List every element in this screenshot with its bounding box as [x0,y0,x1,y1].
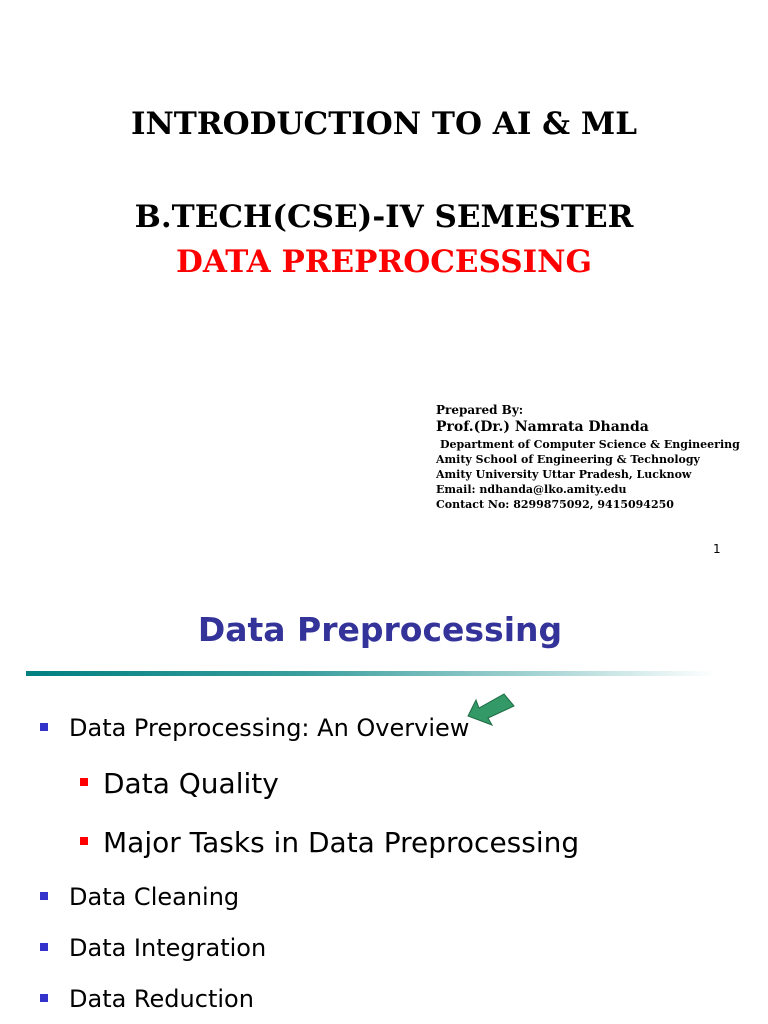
bullet-square-icon [40,723,48,731]
author-school: Amity School of Engineering & Technology [436,453,700,466]
topic-title: DATA PREPROCESSING [176,244,592,280]
author-contact: Contact No: 8299875092, 9415094250 [436,498,674,511]
bullet-text: Data Cleaning [69,883,240,911]
author-email: Email: ndhanda@lko.amity.edu [436,483,627,496]
bullet-text: Data Preprocessing: An Overview [69,714,470,742]
bullet-square-icon [40,994,48,1002]
bullet-square-icon [40,892,48,900]
author-university: Amity University Uttar Pradesh, Lucknow [436,468,692,481]
semester-title: B.TECH(CSE)-IV SEMESTER [134,199,634,235]
bullet-text: Data Quality [103,767,279,800]
bullet-square-icon [80,778,88,786]
bullet-square-icon [80,837,88,845]
author-department: Department of Computer Science & Engineering [440,438,740,451]
content-slide [0,580,768,1024]
bullet-text: Data Integration [69,934,267,962]
prepared-by-label: Prepared By: [436,403,524,417]
course-title: INTRODUCTION TO AI & ML [130,106,638,142]
page-number: 1 [713,542,721,556]
bullet-square-icon [40,943,48,951]
bullet-text: Data Reduction [69,985,254,1013]
green-arrow-icon [466,692,516,732]
bullet-text: Major Tasks in Data Preprocessing [103,826,580,859]
slide-title: Data Preprocessing [197,610,563,649]
author-block [436,402,740,512]
author-name: Prof.(Dr.) Namrata Dhanda [436,419,649,435]
title-divider [26,671,716,676]
